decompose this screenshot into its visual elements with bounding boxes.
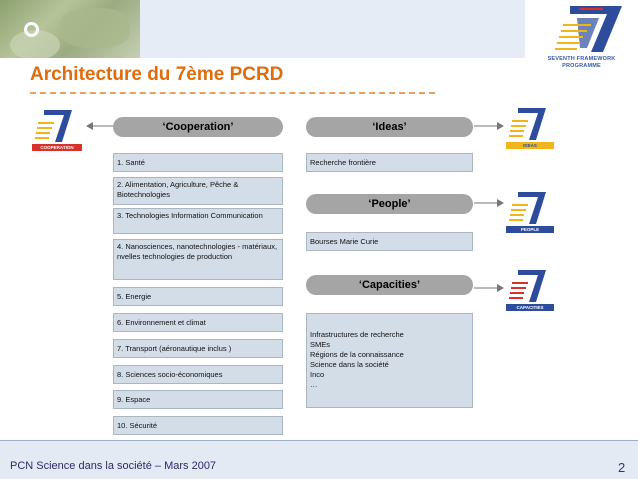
fp7-main-logo — [525, 0, 638, 90]
fp7-seven-icon — [506, 190, 554, 226]
capacities-pill: ‘Capacities’ — [306, 275, 473, 295]
ideas-logo-caption: IDEAS — [506, 142, 554, 149]
fp7-seven-icon — [506, 268, 554, 304]
footer-divider — [0, 440, 638, 441]
cooperation-item: 6. Environnement et climat — [113, 313, 283, 332]
header-bar — [140, 0, 525, 58]
capacities-item: Inco — [310, 370, 325, 379]
page-title: Architecture du 7ème PCRD — [30, 64, 284, 85]
map-banner-image — [0, 0, 140, 58]
capacities-item: Régions de la connaissance — [310, 350, 404, 359]
cooperation-item: 10. Sécurité — [113, 416, 283, 435]
arrow-right-icon — [474, 198, 504, 208]
fp7-seven-icon — [32, 108, 82, 144]
fp7-seven-icon — [506, 106, 554, 142]
cooperation-pill: ‘Cooperation’ — [113, 117, 283, 137]
capacities-item: Infrastructures de recherche — [310, 330, 404, 339]
capacities-item: SMEs — [310, 340, 331, 349]
fp7-caption-line1: SEVENTH FRAMEWORK — [547, 56, 616, 62]
ideas-item: Recherche frontière — [306, 153, 473, 172]
ideas-logo — [506, 106, 554, 150]
arrow-right-icon — [474, 283, 504, 293]
cooperation-item: 8. Sciences socio-économiques — [113, 365, 283, 384]
people-pill: ‘People’ — [306, 194, 473, 214]
capacities-item: … — [310, 380, 318, 389]
cooperation-item: 5. Energie — [113, 287, 283, 306]
cooperation-item: 7. Transport (aéronautique inclus ) — [113, 339, 283, 358]
cooperation-item: 1. Santé — [113, 153, 283, 172]
people-item: Bourses Marie Curie — [306, 232, 473, 251]
arrow-left-icon — [86, 121, 116, 131]
capacities-logo-caption: CAPACITIES — [506, 304, 554, 311]
title-divider — [30, 92, 435, 94]
cooperation-item: 9. Espace — [113, 390, 283, 409]
capacities-logo — [506, 268, 554, 312]
footer-text: PCN Science dans la société – Mars 2007 — [10, 460, 217, 472]
cooperation-item: 4. Nanosciences, nanotechnologies - matériaux, nvelles technologies de production — [113, 239, 283, 280]
fp7-seven-icon — [525, 0, 638, 90]
cooperation-item: 3. Technologies Information Communication — [113, 208, 283, 234]
ring-icon — [24, 22, 39, 37]
people-logo-caption: PEOPLE — [506, 226, 554, 233]
capacities-list — [306, 313, 473, 408]
cooperation-logo-caption: COOPERATION — [32, 144, 82, 151]
capacities-item: Science dans la société — [310, 360, 389, 369]
page-number: 2 — [618, 460, 626, 475]
ideas-pill: ‘Ideas’ — [306, 117, 473, 137]
cooperation-logo — [32, 108, 82, 152]
cooperation-item: 2. Alimentation, Agriculture, Pêche & Biotechnologies — [113, 177, 283, 205]
arrow-right-icon — [474, 121, 504, 131]
people-logo — [506, 190, 554, 234]
fp7-caption-line2: PROGRAMME — [562, 63, 601, 69]
